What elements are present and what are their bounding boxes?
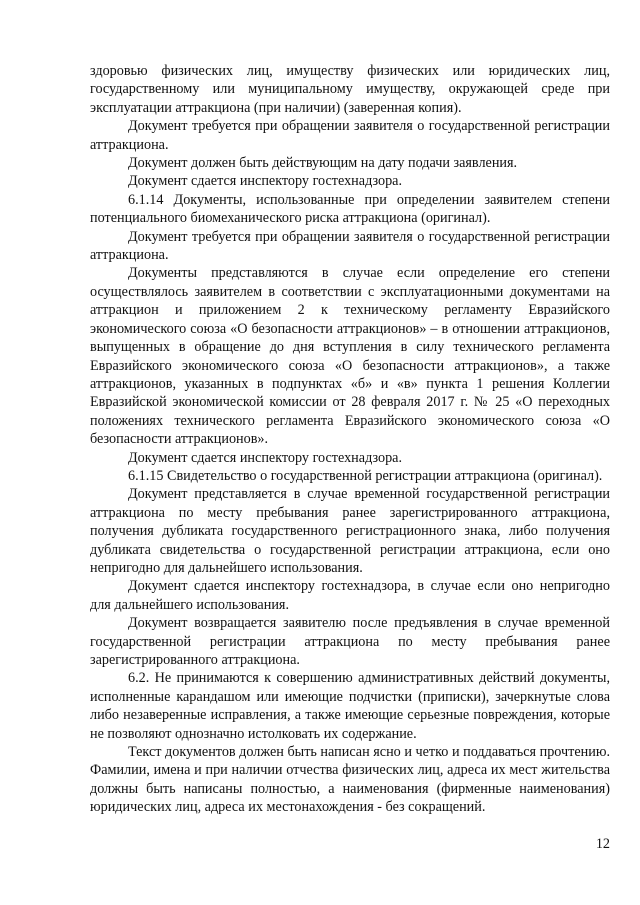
paragraph-8: Документ сдается инспектору гостехнадзора. [128,449,403,466]
paragraph-4: Документ сдается инспектору гостехнадзора. [128,173,403,190]
paragraph-6: Документ требуется при обращении заявителя о государственной регистрации аттракциона. [90,228,610,264]
document-body [90,62,610,817]
page-number: 12 [595,836,610,852]
paragraph-11: Документ сдается инспектору гостехнадзора, в случае если оно непригодно для дальнейшего использования. [90,578,610,613]
paragraph-1: здоровью физических лиц, имуществу физических или юридических лиц, государственному или муниципальному имуществу, окружающей среде при эксплуатации аттракциона (при наличии) (заверенная копия). [90,63,610,116]
paragraph-3: Документ должен быть действующим на дату подачи заявления. [128,155,518,172]
paragraph-13: 6.2. Не принимаются к совершению административных действий документы, исполненные карандашом или имеющие подчистки (приписки), зачеркнутые слова либо незаверенные исправления, а также имеющие серьезные повреждения, которые не позволяют однозначно истолковать их содержание. [90,670,610,742]
paragraph-12: Документ возвращается заявителю после предъявления в случае временной государственной регистрации аттракциона по месту пребывания ранее зарегистрированного аттракциона. [90,615,610,668]
paragraph-14: Текст документов должен быть написан ясно и четко и поддаваться прочтению. Фамилии, имена и при наличии отчества физических лиц, адреса их мест жительства должны быть написаны полностью, а наименования (фирменные наименования) юридических лиц, адреса их местонахождения - без сокращений. [90,744,610,816]
paragraph-5: 6.1.14 Документы, использованные при определении заявителем степени потенциального биомеханического риска аттракциона (оригинал). [90,191,610,227]
paragraph-2: Документ требуется при обращении заявителя о государственной регистрации аттракциона. [90,118,610,153]
paragraph-10: Документ представляется в случае временной государственной регистрации аттракциона по месту пребывания ранее зарегистрированного аттракциона, получения дубликата государственного регистрационного знака, либо получения дубликата свидетельства о государственной регистрации аттракциона, если оно непригодно для дальнейшего использования. [90,486,610,576]
paragraph-9: 6.1.15 Свидетельство о государственной регистрации аттракциона (оригинал). [128,467,603,484]
paragraph-7: Документы представляются в случае если определение его степени осуществлялось заявителем в соответствии с эксплуатационными документами на аттракцион и приложением 2 к техническому регламенту Евразийского экономического союза «О безопасности аттракционов» – в отношении аттракционов, выпущенных в обращение до дня вступления в силу технического регламента Евразийского экономического союза «О безопасности аттракционов», а также аттракционов, указанных в подпунктах «б» и «в» пункта 1 решения Коллегии Евразийской экономической комиссии от 28 февраля 2017 г. № 25 «О переходных положениях технического регламента Евразийского экономического союза «О безопасности аттракционов». [90,265,610,448]
